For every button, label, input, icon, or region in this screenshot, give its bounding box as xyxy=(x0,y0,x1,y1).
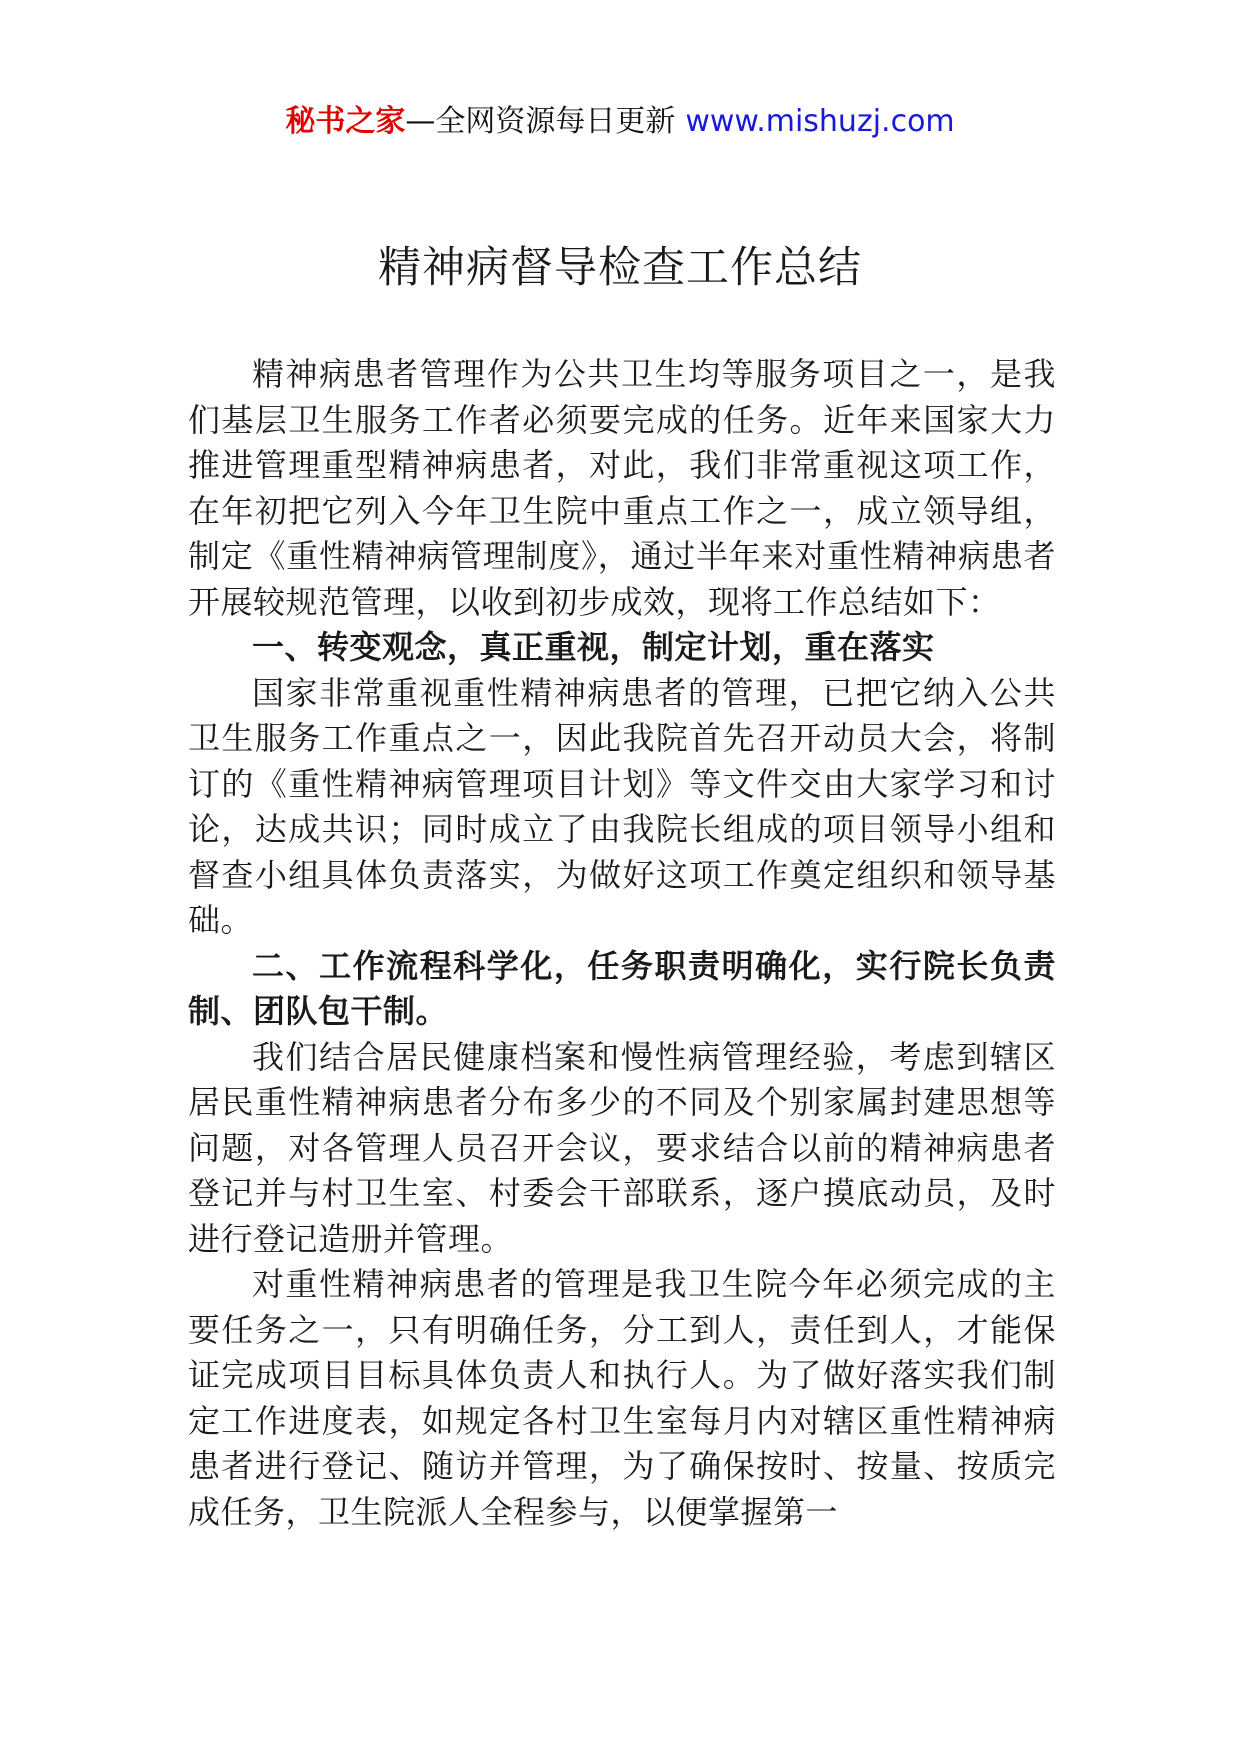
brand-name: 秘书之家 xyxy=(285,104,406,139)
section-heading-2: 二、工作流程科学化，任务职责明确化，实行院长负责制、团队包干制。 xyxy=(188,946,1056,1030)
site-header xyxy=(0,100,1240,144)
header-tagline: —全网资源每日更新 xyxy=(405,104,676,139)
intro-paragraph: 精神病患者管理作为公共卫生均等服务项目之一，是我们基层卫生服务工作者必须要完成的任务。近年来国家大力推进管理重型精神病患者，对此，我们非常重视这项工作，在年初把它列入今年卫生院中重点工作之一，成立领导组，制定《重性精神病管理制度》，通过半年来对重性精神病患者开展较规范管理，以收到初步成效，现将工作总结如下： xyxy=(188,355,1056,621)
document-title: 精神病督导检查工作总结 xyxy=(378,243,862,293)
section-2-paragraph-2: 对重性精神病患者的管理是我卫生院今年必须完成的主要任务之一，只有明确任务，分工到人，责任到人，才能保证完成项目目标具体负责人和执行人。为了做好落实我们制定工作进度表，如规定各村卫生室每月内对辖区重性精神病患者进行登记、随访并管理，为了确保按时、按量、按质完成任务，卫生院派人全程参与，以便掌握第一 xyxy=(188,1265,1056,1531)
section-2-paragraph-1: 我们结合居民健康档案和慢性病管理经验，考虑到辖区居民重性精神病患者分布多少的不同及个别家属封建思想等问题，对各管理人员召开会议，要求结合以前的精神病患者登记并与村卫生室、村委会干部联系，逐户摸底动员，及时进行登记造册并管理。 xyxy=(188,1037,1056,1258)
site-url-link[interactable]: www.mishuzj.com xyxy=(685,104,955,139)
document-body xyxy=(188,352,1056,1535)
section-heading-1: 一、转变观念，真正重视，制定计划，重在落实 xyxy=(252,628,935,666)
section-1-paragraph: 国家非常重视重性精神病患者的管理，已把它纳入公共卫生服务工作重点之一，因此我院首先召开动员大会，将制订的《重性精神病管理项目计划》等文件交由大家学习和讨论，达成共识；同时成立了由我院长组成的项目领导小组和督查小组具体负责落实，为做好这项工作奠定组织和领导基础。 xyxy=(188,673,1056,939)
